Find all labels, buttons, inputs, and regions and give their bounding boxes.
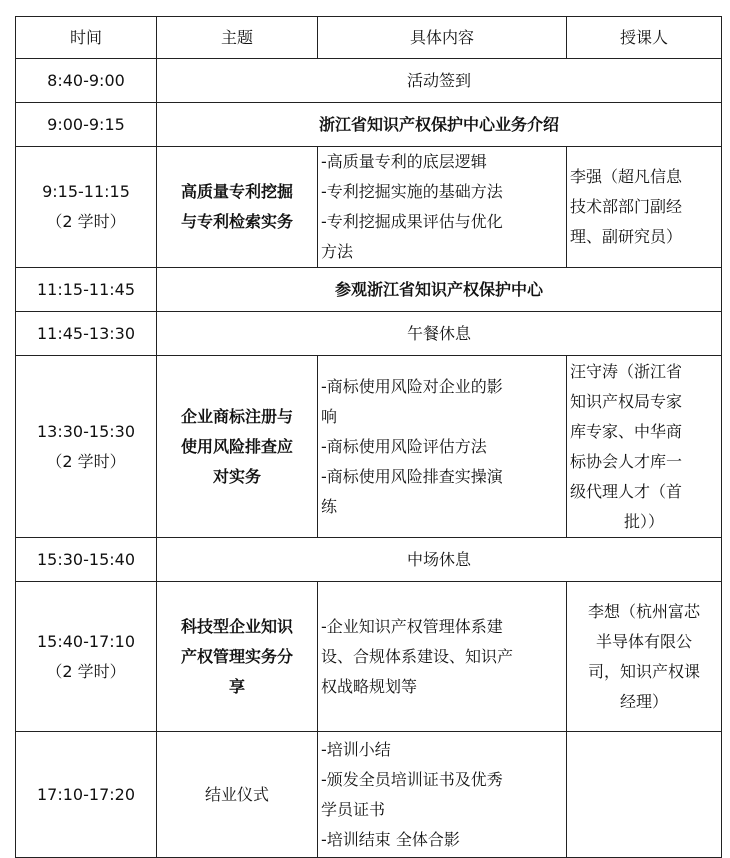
time-range: 15:40-17:10 [37,631,135,651]
time-cell: 11:15-11:45 [16,268,157,312]
speaker-cell [567,147,722,268]
time-range: 9:15-11:15 [42,182,130,201]
speaker-cell [567,732,722,858]
speaker-line: 半导体有限公 [595,631,692,651]
speaker-line: 李想（杭州富芯 [587,601,700,621]
content-line: 响 [321,406,338,426]
content-line: -专利挖掘成果评估与优化 [321,212,503,231]
content-line: -企业知识产权管理体系建 [321,616,503,636]
topic-line: 享 [228,676,245,696]
table-row [16,356,722,538]
content-line: 方法 [321,242,354,261]
time-cell: 9:00-9:15 [16,103,157,147]
activity-cell: 中场休息 [157,538,722,582]
topic-cell: 结业仪式 [157,732,318,858]
topic-cell [157,582,318,732]
content-line: -培训小结 [321,739,391,759]
content-cell [318,732,567,858]
activity-cell: 浙江省知识产权保护中心业务介绍 [157,103,722,147]
credit-hours: （2 学时） [46,661,126,681]
time-cell: 8:40-9:00 [16,59,157,103]
topic-line: 高质量专利挖掘 [180,182,293,201]
topic-line: 产权管理实务分 [180,646,293,666]
speaker-line: 技术部部门副经 [570,197,683,216]
content-line: 设、合规体系建设、知识产 [321,646,514,666]
table-row [16,59,722,103]
topic-line: 企业商标注册与 [180,406,293,426]
content-line: 权战略规划等 [321,676,418,696]
header-topic: 主题 [157,17,318,59]
header-time: 时间 [16,17,157,59]
time-cell [16,147,157,268]
content-cell [318,582,567,732]
table-row [16,268,722,312]
content-line: -商标使用风险排查实操演 [321,466,503,486]
table-row [16,582,722,732]
time-cell: 11:45-13:30 [16,312,157,356]
topic-cell [157,356,318,538]
activity-cell: 午餐休息 [157,312,722,356]
speaker-line: 级代理人才（首 [570,481,683,501]
table-row [16,147,722,268]
time-cell [16,356,157,538]
time-cell: 15:30-15:40 [16,538,157,582]
speaker-line: 知识产权局专家 [570,391,683,411]
time-cell: 17:10-17:20 [16,732,157,858]
speaker-cell [567,582,722,732]
header-content: 具体内容 [318,17,567,59]
time-range: 13:30-15:30 [37,421,135,441]
time-cell [16,582,157,732]
table-row [16,538,722,582]
speaker-line: 司，知识产权课 [587,661,700,681]
content-line: 学员证书 [321,799,386,819]
content-line: -高质量专利的底层逻辑 [321,152,487,171]
speaker-line: 汪守涛（浙江省 [570,361,683,381]
table-row [16,103,722,147]
speaker-cell [567,356,722,538]
topic-line: 使用风险排查应 [180,436,293,456]
credit-hours: （2 学时） [46,212,126,231]
content-line: -培训结束 全体合影 [321,829,460,849]
content-line: -商标使用风险对企业的影 [321,376,503,396]
speaker-line: 经理） [619,691,668,711]
speaker-line: 批）） [623,511,664,531]
activity-cell: 参观浙江省知识产权保护中心 [157,268,722,312]
content-line: -颁发全员培训证书及优秀 [321,769,503,789]
table-row [16,312,722,356]
content-cell [318,356,567,538]
content-line: -商标使用风险评估方法 [321,436,487,456]
speaker-line: 理、副研究员） [570,227,683,246]
header-row [16,17,722,59]
topic-cell [157,147,318,268]
content-line: -专利挖掘实施的基础方法 [321,182,503,201]
content-line: 练 [321,496,338,516]
topic-line: 对实务 [212,466,261,486]
credit-hours: （2 学时） [46,451,126,471]
activity-cell: 活动签到 [157,59,722,103]
table-row [16,732,722,858]
schedule-table [15,16,722,858]
speaker-line: 库专家、中华商 [570,421,683,441]
content-cell [318,147,567,268]
speaker-line: 标协会人才库一 [570,451,683,471]
topic-line: 科技型企业知识 [180,616,293,636]
topic-line: 与专利检索实务 [180,212,293,231]
header-speaker: 授课人 [567,17,722,59]
speaker-line: 李强（超凡信息 [570,167,683,186]
